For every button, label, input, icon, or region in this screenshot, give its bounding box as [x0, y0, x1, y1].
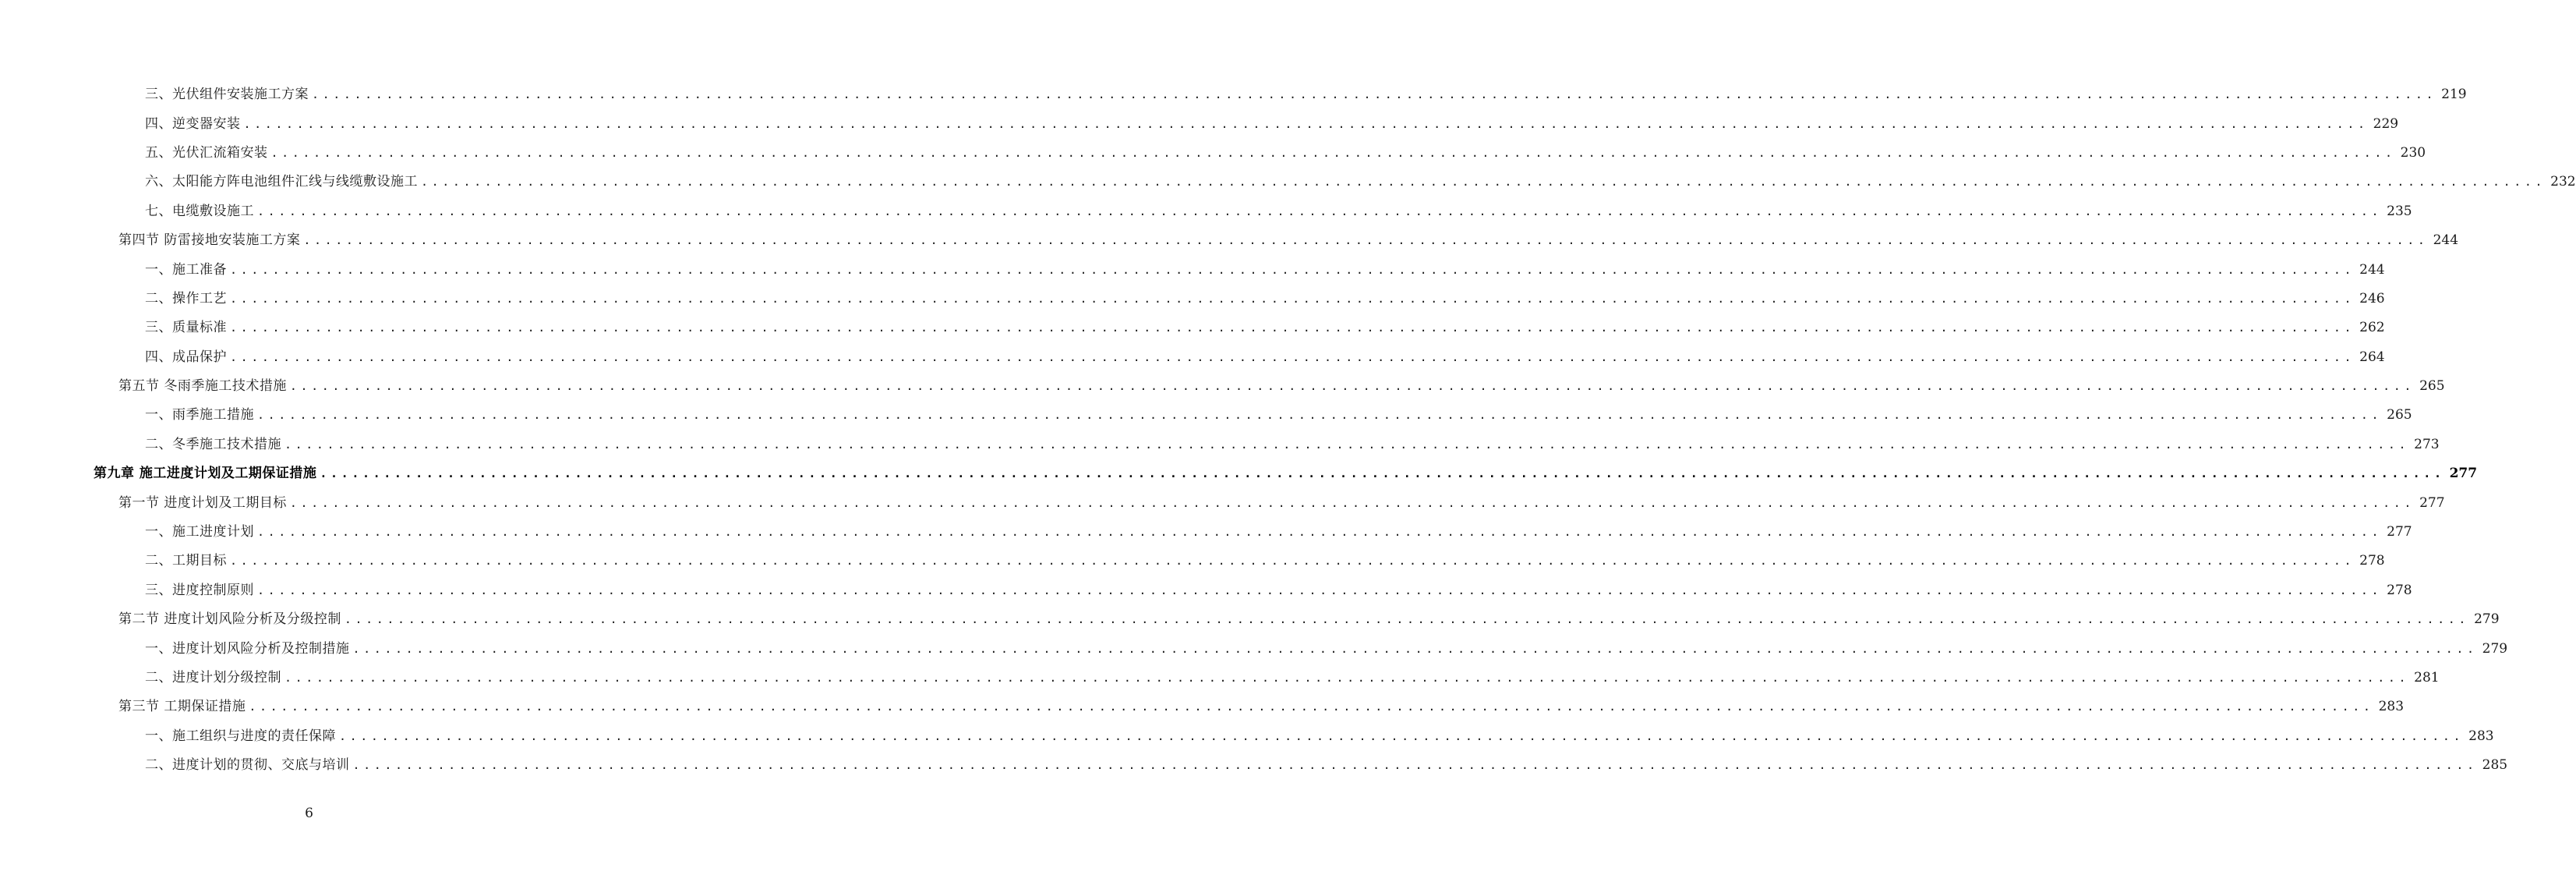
toc-entry-line: [145, 579, 2412, 598]
toc-leader-dots: ........................................................................................................................................................................................................: [339, 728, 2465, 743]
toc-leader-dots: ........................................................................................................................................................................................................: [230, 554, 2355, 569]
toc-entry-page: 279: [2482, 640, 2508, 657]
toc-leader-dots: ........................................................................................................................................................................................................: [284, 437, 2410, 452]
toc-entry-page: 277: [2449, 466, 2478, 482]
toc-entry-title: 四、逆变器安装: [145, 115, 241, 132]
toc-entry-line: [145, 200, 2412, 219]
toc-subsection-entry: [0, 253, 2385, 282]
toc-entry-title: 第三节 工期保证措施: [118, 699, 246, 715]
toc-entry-line: [118, 228, 2459, 249]
toc-entry-title: 一、施工准备: [145, 261, 227, 278]
toc-subsection-entry: [0, 136, 2426, 165]
toc-entry-page: 244: [2359, 261, 2385, 278]
toc-entry-page: 244: [2433, 232, 2459, 249]
toc-entry-line: [145, 549, 2385, 569]
toc-leader-dots: ........................................................................................................................................................................................................: [257, 525, 2383, 540]
toc-entry-title: 三、质量标准: [145, 320, 227, 336]
toc-entry-title: 第五节 冬雨季施工技术措施: [118, 378, 287, 395]
toc-section-entry: [0, 370, 2445, 399]
toc-entry-line: [145, 258, 2385, 278]
toc-leader-dots: ........................................................................................................................................................................................................: [257, 408, 2383, 423]
table-of-contents: [0, 78, 2576, 778]
toc-subsection-entry: [0, 78, 2467, 107]
toc-entry-line: [145, 316, 2385, 336]
toc-entry-title: 第四节 防雷接地安装施工方案: [118, 232, 301, 249]
toc-leader-dots: ........................................................................................................................................................................................................: [230, 321, 2355, 335]
toc-entry-page: 265: [2419, 378, 2445, 395]
toc-entry-line: [145, 666, 2440, 685]
toc-entry-title: 六、太阳能方阵电池组件汇线与线缆敷设施工: [145, 174, 418, 190]
toc-entry-title: 三、进度控制原则: [145, 582, 254, 598]
toc-leader-dots: ........................................................................................................................................................................................................: [289, 495, 2415, 510]
toc-entry-title: 一、进度计划风险分析及控制措施: [145, 640, 350, 657]
toc-entry-title: 二、工期目标: [145, 553, 227, 569]
toc-leader-dots: ........................................................................................................................................................................................................: [421, 175, 2546, 190]
toc-entry-page: 278: [2387, 582, 2412, 598]
toc-entry-page: 265: [2387, 407, 2412, 423]
toc-entry-page: 264: [2359, 349, 2385, 365]
toc-entry-title: 二、操作工艺: [145, 290, 227, 306]
toc-subsection-entry: [0, 282, 2385, 311]
toc-entry-line: [145, 403, 2412, 423]
toc-leader-dots: ........................................................................................................................................................................................................: [320, 466, 2445, 481]
toc-entry-page: 277: [2419, 494, 2445, 511]
toc-entry-title: 第一节 进度计划及工期目标: [118, 494, 287, 511]
toc-subsection-entry: [0, 574, 2412, 603]
toc-entry-title: 第九章 施工进度计划及工期保证措施: [94, 466, 317, 482]
toc-subsection-entry: [0, 632, 2508, 661]
toc-entry-line: [145, 345, 2385, 365]
toc-entry-line: [145, 753, 2508, 774]
toc-entry-line: [118, 374, 2445, 395]
toc-subsection-entry: [0, 311, 2385, 340]
toc-entry-title: 二、进度计划分级控制: [145, 670, 281, 685]
toc-entry-title: 七、电缆敷设施工: [145, 203, 254, 219]
toc-leader-dots: ........................................................................................................................................................................................................: [352, 758, 2478, 773]
toc-leader-dots: ........................................................................................................................................................................................................: [289, 379, 2415, 394]
toc-entry-line: [94, 462, 2478, 482]
toc-section-entry: [0, 603, 2500, 632]
toc-leader-dots: ........................................................................................................................................................................................................: [284, 671, 2410, 685]
toc-entry-page: 281: [2414, 670, 2440, 685]
toc-leader-dots: ........................................................................................................................................................................................................: [230, 291, 2355, 306]
toc-leader-dots: ........................................................................................................................................................................................................: [312, 87, 2437, 102]
toc-entry-page: 285: [2482, 757, 2508, 774]
toc-leader-dots: ........................................................................................................................................................................................................: [303, 233, 2429, 248]
toc-entry-page: 262: [2359, 320, 2385, 336]
toc-subsection-entry: [0, 428, 2440, 457]
toc-entry-page: 235: [2387, 203, 2412, 219]
toc-subsection-entry: [0, 515, 2412, 544]
toc-subsection-entry: [0, 661, 2440, 690]
toc-subsection-entry: [0, 399, 2412, 427]
toc-entry-line: [145, 433, 2440, 452]
toc-leader-dots: ........................................................................................................................................................................................................: [230, 262, 2355, 277]
toc-leader-dots: ........................................................................................................................................................................................................: [352, 641, 2478, 656]
toc-leader-dots: ........................................................................................................................................................................................................: [257, 204, 2383, 218]
toc-entry-title: 五、光伏汇流箱安装: [145, 144, 268, 161]
toc-chapter-entry: [0, 457, 2478, 486]
toc-entry-line: [145, 141, 2426, 161]
toc-leader-dots: ........................................................................................................................................................................................................: [270, 145, 2396, 160]
toc-entry-line: [145, 637, 2508, 657]
toc-entry-title: 一、施工组织与进度的责任保障: [145, 728, 336, 744]
toc-entry-title: 三、光伏组件安装施工方案: [145, 87, 309, 103]
toc-entry-page: 219: [2441, 87, 2467, 103]
toc-leader-dots: ........................................................................................................................................................................................................: [230, 349, 2355, 364]
toc-subsection-entry: [0, 195, 2412, 224]
toc-section-entry: [0, 486, 2445, 515]
toc-entry-page: 246: [2359, 290, 2385, 306]
toc-subsection-entry: [0, 107, 2399, 136]
toc-entry-page: 230: [2400, 144, 2426, 161]
toc-section-entry: [0, 224, 2459, 253]
toc-entry-page: 273: [2414, 436, 2440, 452]
toc-entry-line: [145, 83, 2467, 103]
toc-entry-title: 四、成品保护: [145, 349, 227, 365]
toc-entry-line: [145, 520, 2412, 540]
toc-subsection-entry: [0, 341, 2385, 370]
page-number: 6: [305, 806, 313, 821]
toc-entry-line: [145, 287, 2385, 306]
toc-leader-dots: ........................................................................................................................................................................................................: [249, 700, 2374, 714]
toc-subsection-entry: [0, 749, 2508, 778]
toc-leader-dots: ........................................................................................................................................................................................................: [243, 116, 2369, 131]
toc-entry-title: 一、施工进度计划: [145, 524, 254, 540]
toc-entry-title: 二、冬季施工技术措施: [145, 436, 281, 452]
toc-entry-page: 283: [2468, 728, 2494, 744]
toc-entry-page: 232: [2550, 174, 2576, 190]
toc-entry-line: [118, 608, 2500, 628]
toc-subsection-entry: [0, 544, 2385, 573]
toc-entry-page: 283: [2378, 699, 2405, 715]
toc-subsection-entry: [0, 720, 2494, 749]
toc-entry-page: 229: [2373, 115, 2399, 132]
toc-entry-line: [118, 491, 2445, 511]
toc-entry-line: [145, 170, 2576, 190]
toc-leader-dots: ........................................................................................................................................................................................................: [257, 583, 2383, 597]
toc-entry-page: 279: [2474, 611, 2500, 628]
toc-entry-title: 二、进度计划的贯彻、交底与培训: [145, 757, 350, 774]
toc-entry-line: [145, 112, 2399, 132]
toc-entry-page: 277: [2387, 524, 2412, 540]
toc-entry-page: 278: [2359, 553, 2385, 569]
toc-entry-title: 第二节 进度计划风险分析及分级控制: [118, 611, 341, 628]
toc-subsection-entry: [0, 165, 2576, 194]
toc-entry-title: 一、雨季施工措施: [145, 407, 254, 423]
toc-section-entry: [0, 690, 2405, 719]
toc-entry-line: [145, 724, 2494, 744]
toc-entry-line: [118, 695, 2405, 715]
toc-leader-dots: ........................................................................................................................................................................................................: [344, 612, 2470, 627]
